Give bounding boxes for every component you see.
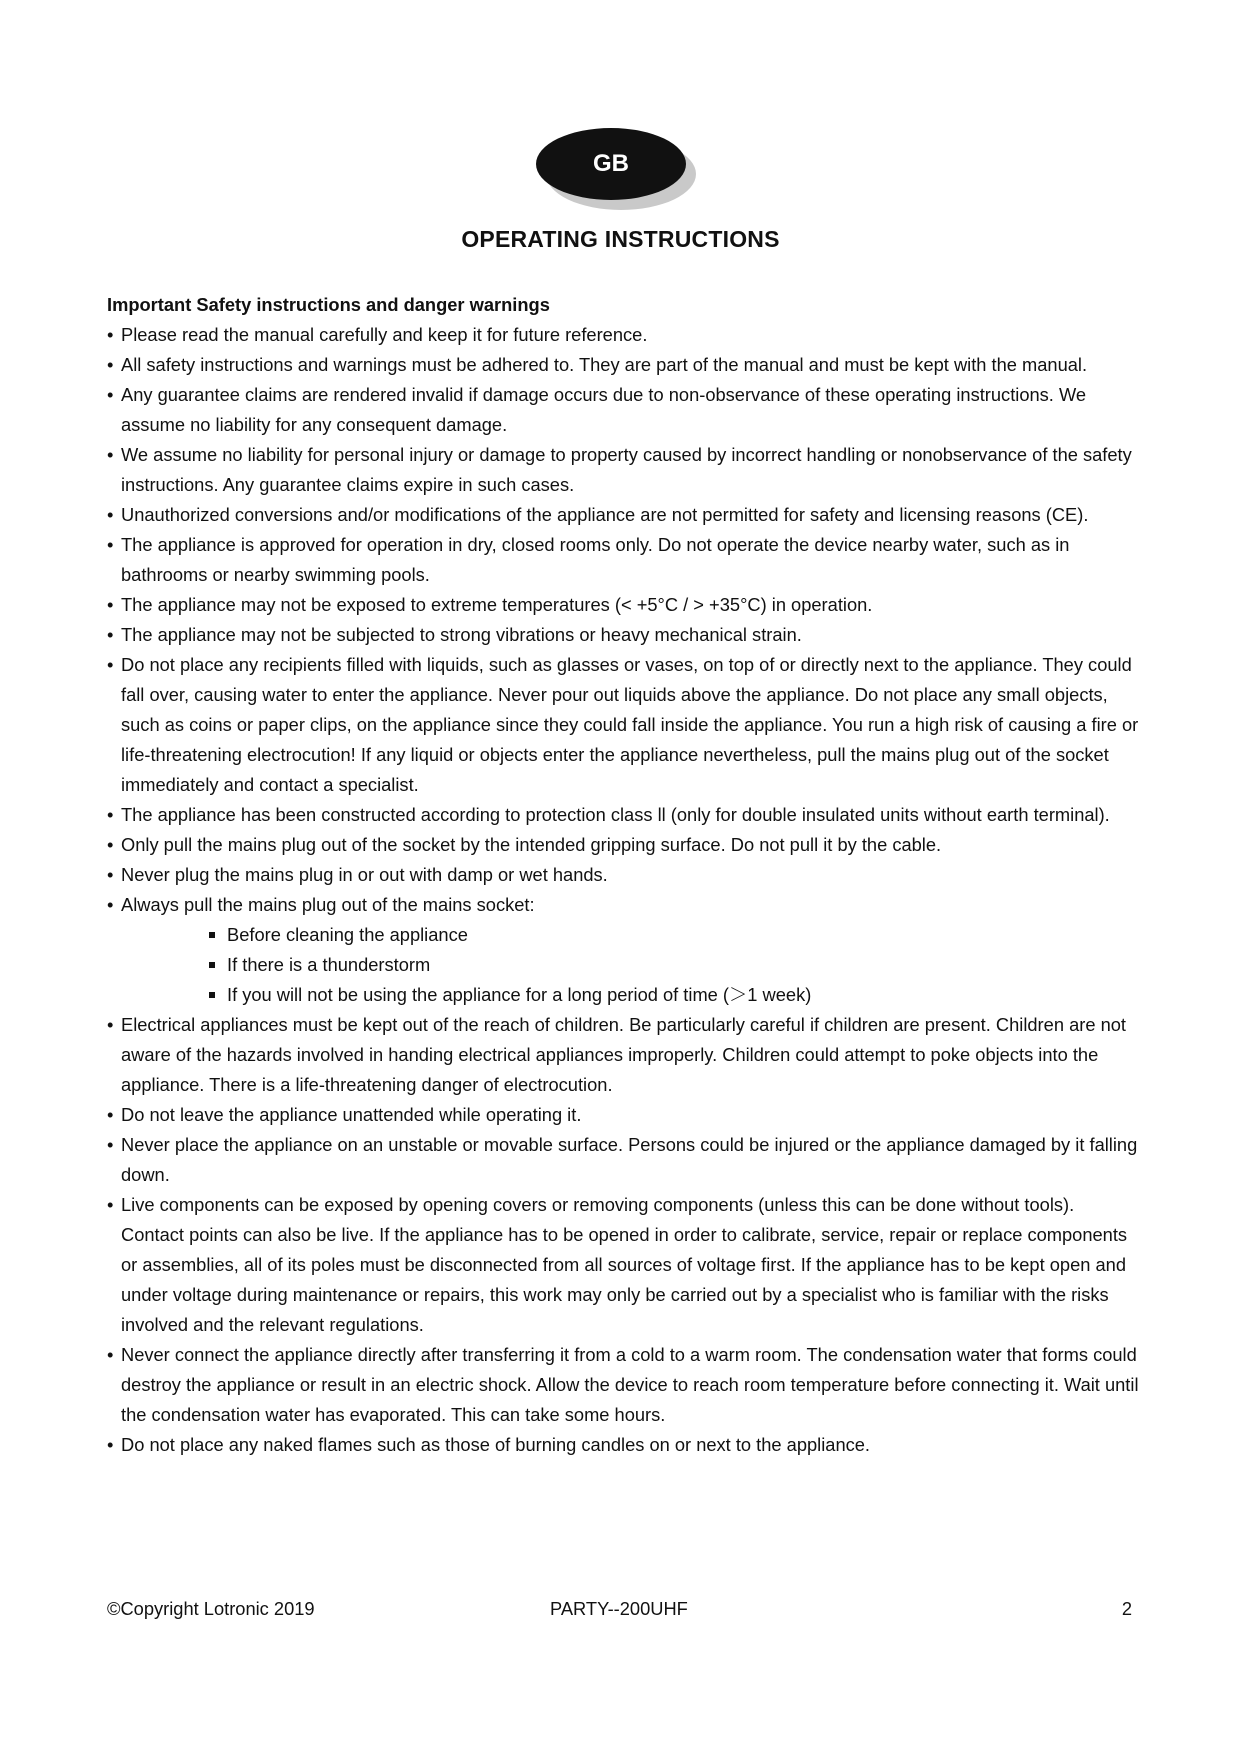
language-badge: [536, 128, 698, 214]
list-item: • Do not place any recipients filled with liquids, such as glasses or vases, on top of or directly next to the appliance. They could fall over, causing water to enter the appliance. Never pour out liquids above the appliance. Do not place any small objects, such as coins or paper clips, on the appliance since they could fall inside the appliance. You run a high risk of causing a fire or life-threatening electrocution! If any liquid or objects enter the appliance nevertheless, pull the mains plug out of the socket immediately and contact a specialist.: [107, 650, 1140, 800]
list-item: • The appliance is approved for operation in dry, closed rooms only. Do not operate the device nearby water, such as in bathrooms or nearby swimming pools.: [107, 530, 1140, 590]
badge-label: GB: [536, 128, 686, 200]
list-item: • Any guarantee claims are rendered invalid if damage occurs due to non-observance of these operating instructions. We assume no liability for any consequent damage.: [107, 380, 1140, 440]
list-item: • The appliance may not be subjected to strong vibrations or heavy mechanical strain.: [107, 620, 1140, 650]
list-item: • Do not place any naked flames such as those of burning candles on or next to the appliance.: [107, 1430, 1140, 1460]
list-item: • Do not leave the appliance unattended while operating it.: [107, 1100, 1140, 1130]
footer-copyright: ©Copyright Lotronic 2019: [107, 1598, 315, 1619]
list-item-with-subitems: [107, 890, 1140, 1010]
page-title: OPERATING INSTRUCTIONS: [461, 226, 780, 252]
list-item: • We assume no liability for personal injury or damage to property caused by incorrect handling or nonobservance of the safety instructions. Any guarantee claims expire in such cases.: [107, 440, 1140, 500]
safety-section: [107, 290, 1140, 1460]
list-item: • The appliance may not be exposed to extreme temperatures (< +5°C / > +35°C) in operation.: [107, 590, 1140, 620]
section-heading: Important Safety instructions and danger warnings: [107, 294, 550, 315]
list-item: • The appliance has been constructed according to protection class ll (only for double insulated units without earth terminal).: [107, 800, 1140, 830]
list-item: • Live components can be exposed by opening covers or removing components (unless this can be done without tools). Contact points can also be live. If the appliance has to be opened in order to calibrate, service, repair or replace components or assemblies, all of its poles must be disconnected from all sources of voltage first. If the appliance has to be kept open and under voltage during maintenance or repairs, this work may only be carried out by a specialist who is familiar with the risks involved and the relevant regulations.: [107, 1190, 1140, 1340]
list-item-text: Always pull the mains plug out of the mains socket:: [121, 894, 535, 915]
list-item: • Please read the manual carefully and keep it for future reference.: [107, 320, 1140, 350]
page-footer: [107, 1598, 1132, 1628]
sub-list-item: If you will not be using the appliance for a long period of time (＞1 week): [207, 980, 1140, 1010]
list-item: • All safety instructions and warnings must be adhered to. They are part of the manual and must be kept with the manual.: [107, 350, 1140, 380]
sub-list-item: Before cleaning the appliance: [207, 920, 1140, 950]
sub-list: [121, 920, 1140, 1010]
list-item: • Unauthorized conversions and/or modifications of the appliance are not permitted for safety and licensing reasons (CE).: [107, 500, 1140, 530]
list-item: • Never plug the mains plug in or out with damp or wet hands.: [107, 860, 1140, 890]
safety-list: [107, 320, 1140, 1460]
list-item: • Electrical appliances must be kept out of the reach of children. Be particularly careful if children are present. Children are not aware of the hazards involved in handing electrical appliances improperly. Children could attempt to poke objects into the appliance. There is a life-threatening danger of electrocution.: [107, 1010, 1140, 1100]
list-item: • Never connect the appliance directly after transferring it from a cold to a warm room. The condensation water that forms could destroy the appliance or result in an electric shock. Allow the device to reach room temperature before connecting it. Wait until the condensation water has evaporated. This can take some hours.: [107, 1340, 1140, 1430]
footer-page-number: 2: [1121, 1598, 1132, 1619]
list-item: • Never place the appliance on an unstable or movable surface. Persons could be injured or the appliance damaged by it falling down.: [107, 1130, 1140, 1190]
sub-list-item: If there is a thunderstorm: [207, 950, 1140, 980]
list-item: • Only pull the mains plug out of the socket by the intended gripping surface. Do not pull it by the cable.: [107, 830, 1140, 860]
footer-model: PARTY--200UHF: [550, 1598, 688, 1619]
